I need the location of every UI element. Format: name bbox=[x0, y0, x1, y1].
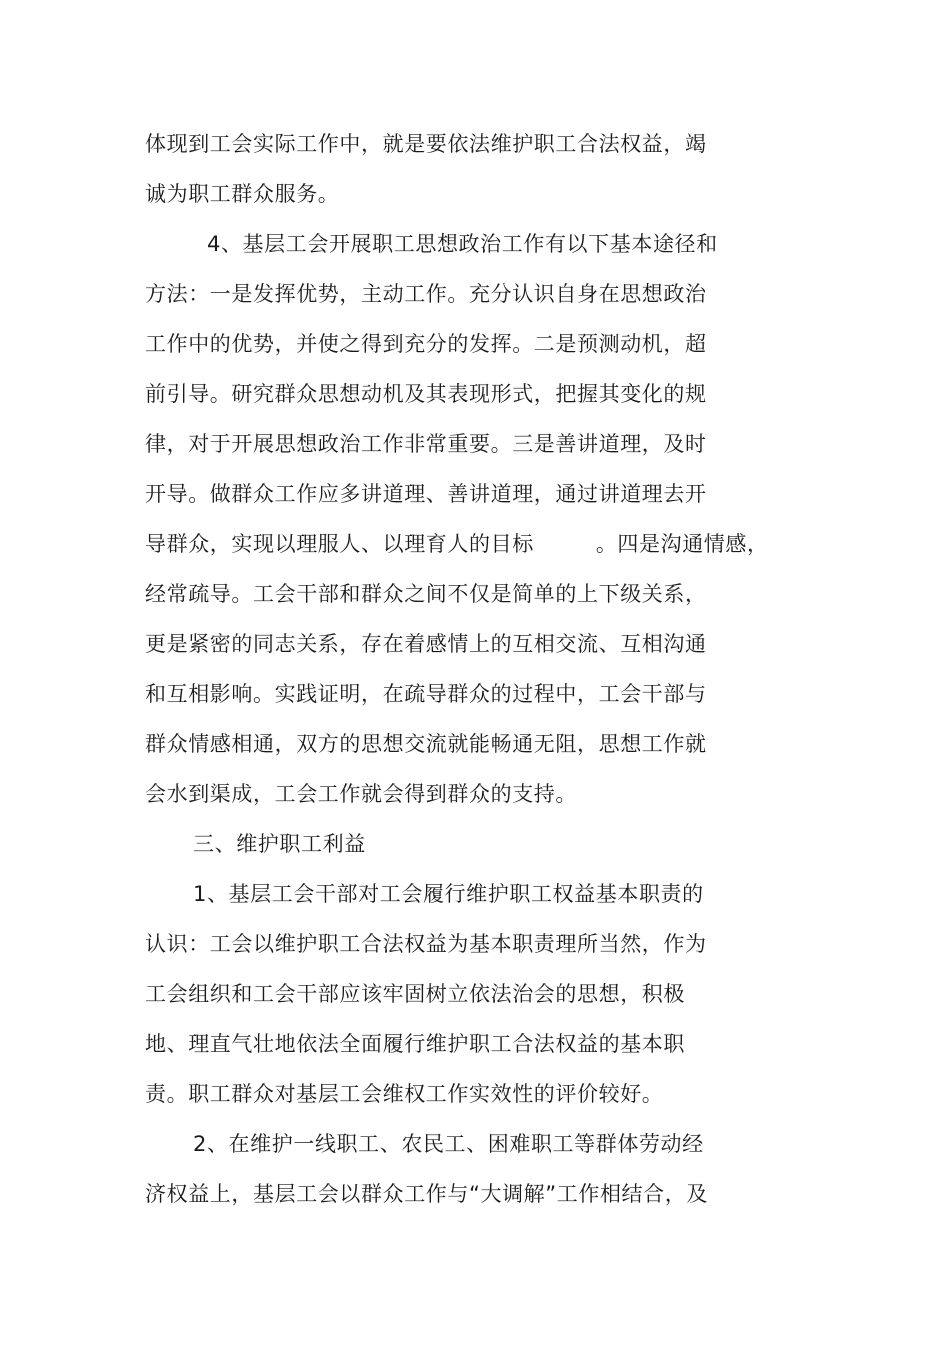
text-line: 经常疏导。工会干部和群众之间不仅是简单的上下级关系， bbox=[145, 582, 707, 606]
text-line: 责。职工群众对基层工会维权工作实效性的评价较好。 bbox=[145, 1082, 664, 1106]
text-line: 工会组织和工会干部应该牢固树立依法治会的思想，积极 bbox=[145, 982, 685, 1006]
text-segment: 导群众，实现以理服人、以理育人的目标 bbox=[145, 532, 534, 556]
text-line: 地、理直气壮地依法全面履行维护职工合法权益的基本职 bbox=[145, 1032, 685, 1056]
text-line: 群众情感相通，双方的思想交流就能畅通无阻，思想工作就 bbox=[145, 732, 707, 756]
section-heading: 三、维护职工利益 bbox=[193, 832, 366, 856]
text-line: 诚为职工群众服务。 bbox=[145, 182, 340, 206]
text-line: 开导。做群众工作应多讲道理、善讲道理，通过讲道理去开 bbox=[145, 482, 707, 506]
text-line: 1、基层工会干部对工会履行维护职工权益基本职责的 bbox=[193, 882, 704, 906]
text-line: 认识：工会以维护职工合法权益为基本职责理所当然，作为 bbox=[145, 932, 707, 956]
text-line: 更是紧密的同志关系，存在着感情上的互相交流、互相沟通 bbox=[145, 632, 707, 656]
text-line: 工作中的优势，并使之得到充分的发挥。二是预测动机，超 bbox=[145, 332, 707, 356]
text-line: 济权益上，基层工会以群众工作与“大调解”工作相结合，及 bbox=[145, 1182, 708, 1206]
text-segment: 。四是沟通情感， bbox=[595, 532, 769, 556]
text-line: 会水到渠成，工会工作就会得到群众的支持。 bbox=[145, 782, 577, 806]
text-line: 体现到工会实际工作中，就是要依法维护职工合法权益，竭 bbox=[145, 132, 707, 156]
text-line bbox=[145, 530, 769, 558]
text-line: 律，对于开展思想政治工作非常重要。三是善讲道理，及时 bbox=[145, 432, 707, 456]
text-line: 和互相影响。实践证明，在疏导群众的过程中，工会干部与 bbox=[145, 682, 707, 706]
text-line: 方法：一是发挥优势，主动工作。充分认识自身在思想政治 bbox=[145, 282, 707, 306]
text-line: 4、基层工会开展职工思想政治工作有以下基本途径和 bbox=[207, 232, 718, 256]
text-line: 2、在维护一线职工、农民工、困难职工等群体劳动经 bbox=[193, 1132, 704, 1156]
text-line: 前引导。研究群众思想动机及其表现形式，把握其变化的规 bbox=[145, 382, 707, 406]
